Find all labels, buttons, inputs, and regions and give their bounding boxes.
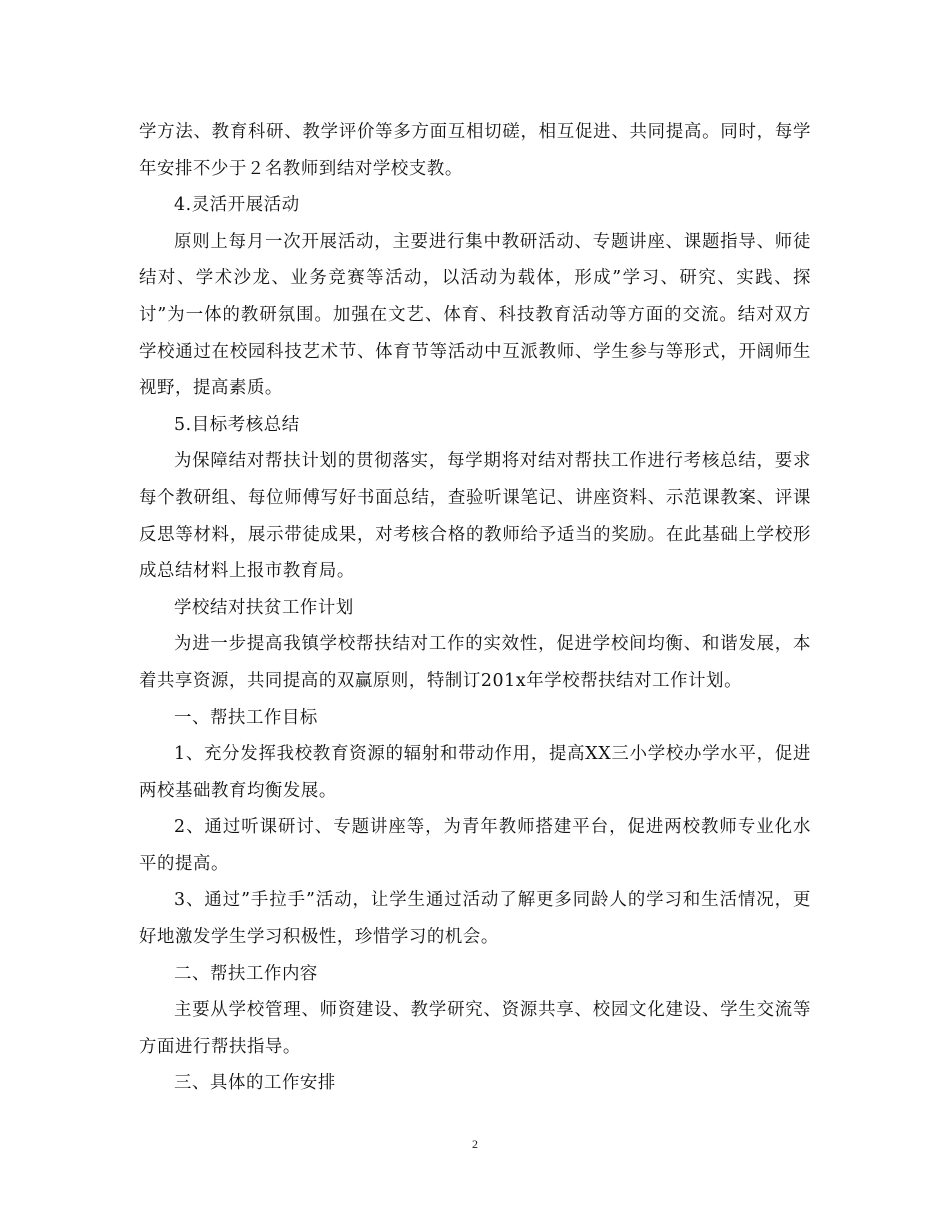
heading-goals: 一、帮扶工作目标 bbox=[174, 707, 318, 728]
paragraph-plan-intro: 为进一步提高我镇学校帮扶结对工作的实效性，促进学校间均衡、和谐发展，本着共享资源，共同提高的双赢原则，特制订201x年学校帮扶结对工作计划。 bbox=[139, 634, 811, 691]
list-item-goal-3: 3、通过”手拉手”活动，让学生通过活动了解更多同龄人的学习和生活情况，更好地激发学生学习积极性，珍惜学习的机会。 bbox=[139, 890, 811, 948]
document-body bbox=[139, 114, 811, 1102]
paragraph-activities: 原则上每月一次开展活动，主要进行集中教研活动、专题讲座、课题指导、师徒结对、学术沙龙、业务竞赛等活动，以活动为载体，形成”学习、研究、实践、探讨”为一体的教研氛围。加强在文艺、体育、科技教育活动等方面的交流。结对双方学校通过在校园科技艺术节、体育节等活动中互派教师、学生参与等形式，开阔师生视野，提高素质。 bbox=[139, 231, 811, 399]
heading-flexible-activities: 4.灵活开展活动 bbox=[174, 195, 300, 216]
paragraph-continued-text: 学方法、教育科研、教学评价等多方面互相切磋，相互促进、共同提高。同时，每学年安排不少于２名教师到结对学校支教。 bbox=[139, 122, 811, 179]
heading-content: 二、帮扶工作内容 bbox=[174, 963, 318, 984]
list-item-goal-2: 2、通过听课研讨、专题讲座等，为青年教师搭建平台，促进两校教师专业化水平的提高。 bbox=[139, 817, 811, 874]
heading-arrangements: 三、具体的工作安排 bbox=[174, 1073, 336, 1094]
page-number: 2 bbox=[472, 1137, 478, 1151]
paragraph-assessment: 为保障结对帮扶计划的贯彻落实，每学期将对结对帮扶工作进行考核总结，要求每个教研组、每位师傅写好书面总结，查验听课笔记、讲座资料、示范课教案、评课反思等材料，展示带徒成果，对考核合格的教师给予适当的奖励。在此基础上学校形成总结材料上报市教育局。 bbox=[139, 451, 811, 582]
list-item-goal-1: 1、充分发挥我校教育资源的辐射和带动作用，提高XX三小学校办学水平，促进两校基础教育均衡发展。 bbox=[139, 744, 811, 801]
heading-assessment-summary: 5.目标考核总结 bbox=[174, 414, 300, 435]
section-title-plan: 学校结对扶贫工作计划 bbox=[174, 597, 354, 618]
paragraph-content: 主要从学校管理、师资建设、教学研究、资源共享、校园文化建设、学生交流等方面进行帮扶指导。 bbox=[139, 1000, 811, 1057]
